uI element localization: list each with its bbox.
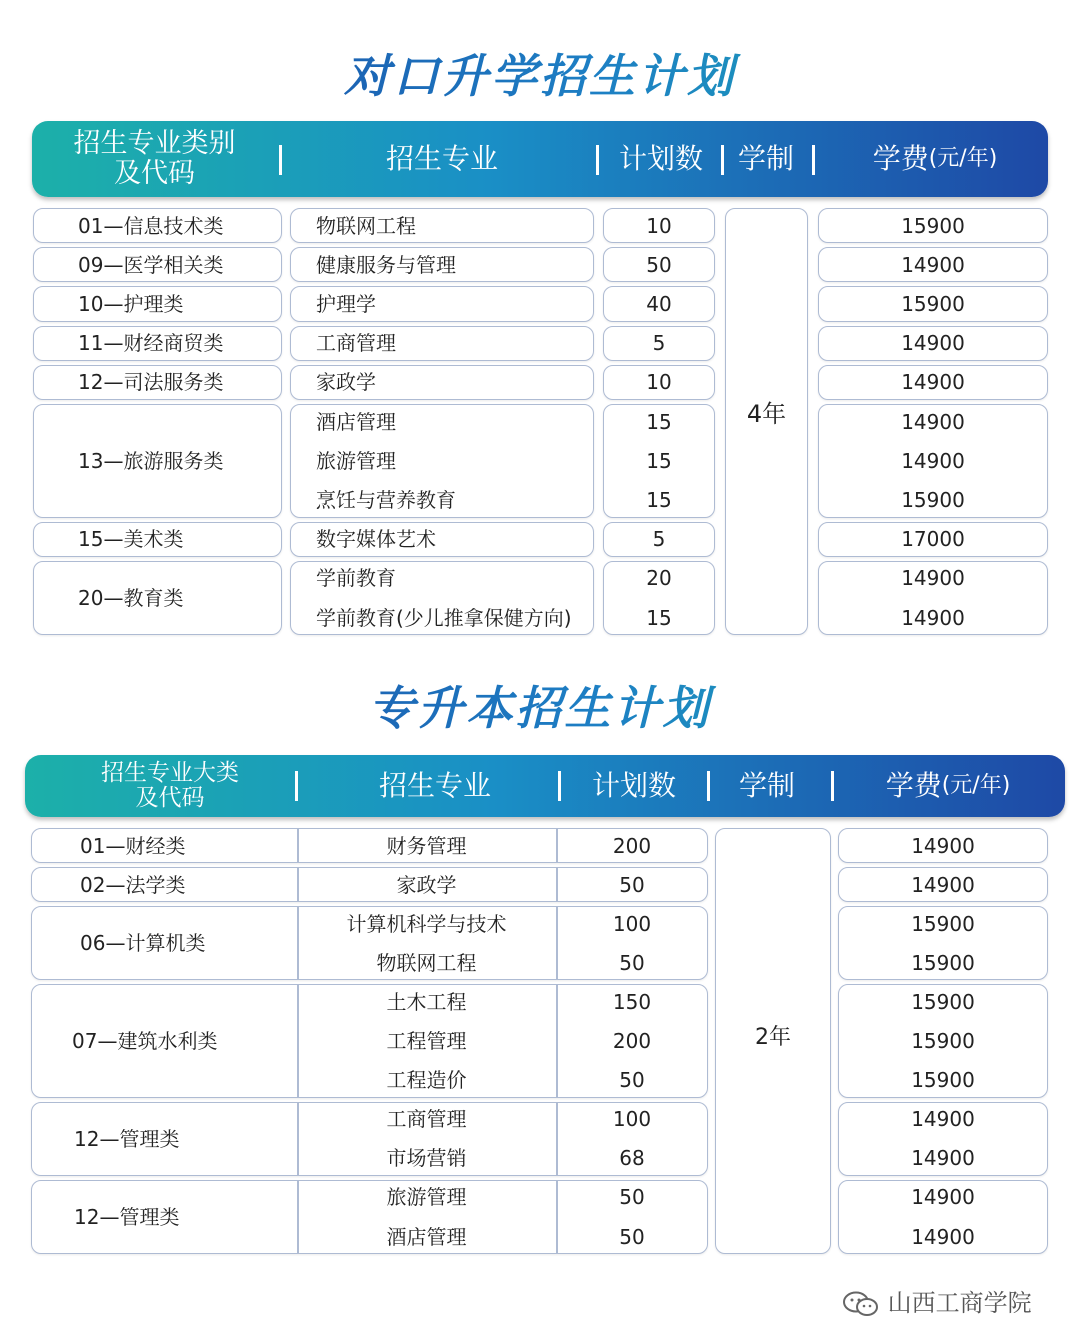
header1-duration: 学制 <box>737 141 794 175</box>
watermark-text: 山西工商学院 <box>887 1289 1032 1317</box>
count-value: 50 <box>646 252 672 277</box>
header2-duration: 学制 <box>738 768 795 802</box>
count-value: 15 <box>646 448 672 473</box>
fee-value: 14900 <box>911 1146 975 1171</box>
title-admission-plan: 对口升学招生计划 <box>0 40 1080 106</box>
header2-plan-count: 计划数 <box>591 768 676 802</box>
major-label: 土木工程 <box>386 989 467 1014</box>
header1-tuition-label: 学费 <box>872 141 929 175</box>
category-label: 01—信息技术类 <box>78 213 224 238</box>
header2-category-line2: 及代码 <box>135 785 205 811</box>
category-label: 02—法学类 <box>80 872 186 897</box>
major-label: 财务管理 <box>386 833 467 858</box>
fee-value: 14900 <box>901 252 965 277</box>
count-value: 15 <box>646 605 672 630</box>
fee-value: 14900 <box>901 331 965 356</box>
count-value: 10 <box>646 370 672 395</box>
count-value: 5 <box>652 527 666 552</box>
category-label: 07—建筑水利类 <box>72 1029 218 1054</box>
major-label: 护理学 <box>316 292 376 316</box>
category-label: 15—美术类 <box>78 527 184 552</box>
header1-tuition <box>822 121 1048 197</box>
header1-separator <box>596 145 599 175</box>
fee-value: 15900 <box>901 292 965 316</box>
major-label: 学前教育(少儿推拿保健方向) <box>316 605 572 630</box>
category-label: 01—财经类 <box>80 833 186 858</box>
fee-value: 14900 <box>901 605 965 630</box>
fee-value: 14900 <box>911 833 975 858</box>
table2-header <box>25 755 1065 817</box>
header2-major: 招生专业 <box>378 768 491 802</box>
count-value: 50 <box>619 1224 645 1249</box>
fee-value: 14900 <box>901 409 965 434</box>
count-value: 50 <box>619 872 645 897</box>
table1-header <box>32 121 1048 197</box>
major-label: 计算机科学与技术 <box>346 911 507 936</box>
header1-separator <box>279 145 282 175</box>
fee-value: 15900 <box>901 213 965 238</box>
major-label: 数字媒体艺术 <box>316 527 436 552</box>
category-label: 09—医学相关类 <box>78 252 224 277</box>
fee-value: 15900 <box>901 488 965 512</box>
header1-major: 招生专业 <box>385 141 498 175</box>
header2-separator <box>831 771 834 801</box>
fee-value: 15900 <box>911 950 975 975</box>
major-label: 家政学 <box>316 370 376 395</box>
header1-plan-count: 计划数 <box>618 141 703 175</box>
header1-separator <box>721 145 724 175</box>
header2-category <box>80 755 260 817</box>
header1-tuition-unit: (元/年) <box>928 145 998 171</box>
title-upgrade-plan: 专升本招生计划 <box>0 672 1080 738</box>
fee-value: 14900 <box>901 448 965 473</box>
major-label: 物联网工程 <box>316 213 416 238</box>
header2-separator <box>707 771 710 801</box>
count-value: 100 <box>612 911 652 936</box>
category-label: 06—计算机类 <box>80 931 206 956</box>
count-value: 200 <box>612 1029 652 1054</box>
major-label: 工程管理 <box>386 1029 467 1054</box>
count-value: 10 <box>646 213 672 238</box>
category-label: 12—管理类 <box>74 1205 180 1229</box>
major-label: 家政学 <box>396 872 457 897</box>
duration-value: 2年 <box>755 1025 791 1051</box>
header2-separator <box>558 771 561 801</box>
header2-tuition <box>843 755 1053 817</box>
category-label: 20—教育类 <box>78 586 184 610</box>
fee-value: 14900 <box>901 566 965 591</box>
watermark <box>842 1283 1032 1318</box>
category-label: 13—旅游服务类 <box>78 448 224 473</box>
major-label: 旅游管理 <box>386 1185 467 1210</box>
count-value: 100 <box>612 1107 652 1132</box>
fee-value: 14900 <box>911 1185 975 1210</box>
major-label: 酒店管理 <box>386 1224 467 1249</box>
fee-value: 15900 <box>911 1068 975 1093</box>
major-label: 工程造价 <box>386 1068 467 1093</box>
fee-value: 17000 <box>901 527 965 552</box>
fee-value: 14900 <box>901 370 965 395</box>
major-label: 工商管理 <box>316 331 396 356</box>
category-label: 12—管理类 <box>74 1126 180 1151</box>
major-label: 物联网工程 <box>376 950 477 975</box>
header1-category <box>32 121 277 197</box>
fee-value: 14900 <box>911 1107 975 1132</box>
fee-value: 14900 <box>911 872 975 897</box>
header1-category-line1: 招生专业类别 <box>73 128 236 160</box>
header2-tuition-label: 学费 <box>885 768 942 802</box>
fee-value: 15900 <box>911 1029 975 1054</box>
major-label: 烹饪与营养教育 <box>316 488 456 512</box>
duration-value: 4年 <box>746 399 787 428</box>
category-label: 11—财经商贸类 <box>78 331 224 356</box>
fee-value: 15900 <box>911 911 975 936</box>
major-label: 酒店管理 <box>316 409 396 434</box>
count-value: 150 <box>612 989 652 1014</box>
count-value: 50 <box>619 950 645 975</box>
count-value: 200 <box>612 833 652 858</box>
header2-separator <box>295 771 298 801</box>
major-label: 工商管理 <box>386 1107 467 1132</box>
major-label: 市场营销 <box>386 1146 467 1171</box>
header1-separator <box>812 145 815 175</box>
category-label: 12—司法服务类 <box>78 370 224 395</box>
count-value: 5 <box>652 331 666 356</box>
fee-value: 14900 <box>911 1224 975 1249</box>
category-label: 10—护理类 <box>78 292 184 316</box>
count-value: 20 <box>646 566 672 591</box>
major-label: 旅游管理 <box>316 448 396 473</box>
count-value: 40 <box>646 292 672 316</box>
count-value: 15 <box>646 488 672 512</box>
count-value: 68 <box>619 1146 645 1171</box>
count-value: 50 <box>619 1068 645 1093</box>
wechat-icon <box>842 1290 880 1318</box>
header1-category-line2: 及代码 <box>114 158 195 189</box>
header2-category-line1: 招生专业大类 <box>101 759 239 786</box>
fee-value: 15900 <box>911 989 975 1014</box>
header2-tuition-unit: (元/年) <box>941 772 1011 798</box>
count-value: 15 <box>646 409 672 434</box>
count-value: 50 <box>619 1185 645 1210</box>
major-label: 学前教育 <box>316 566 396 591</box>
major-label: 健康服务与管理 <box>316 252 456 277</box>
